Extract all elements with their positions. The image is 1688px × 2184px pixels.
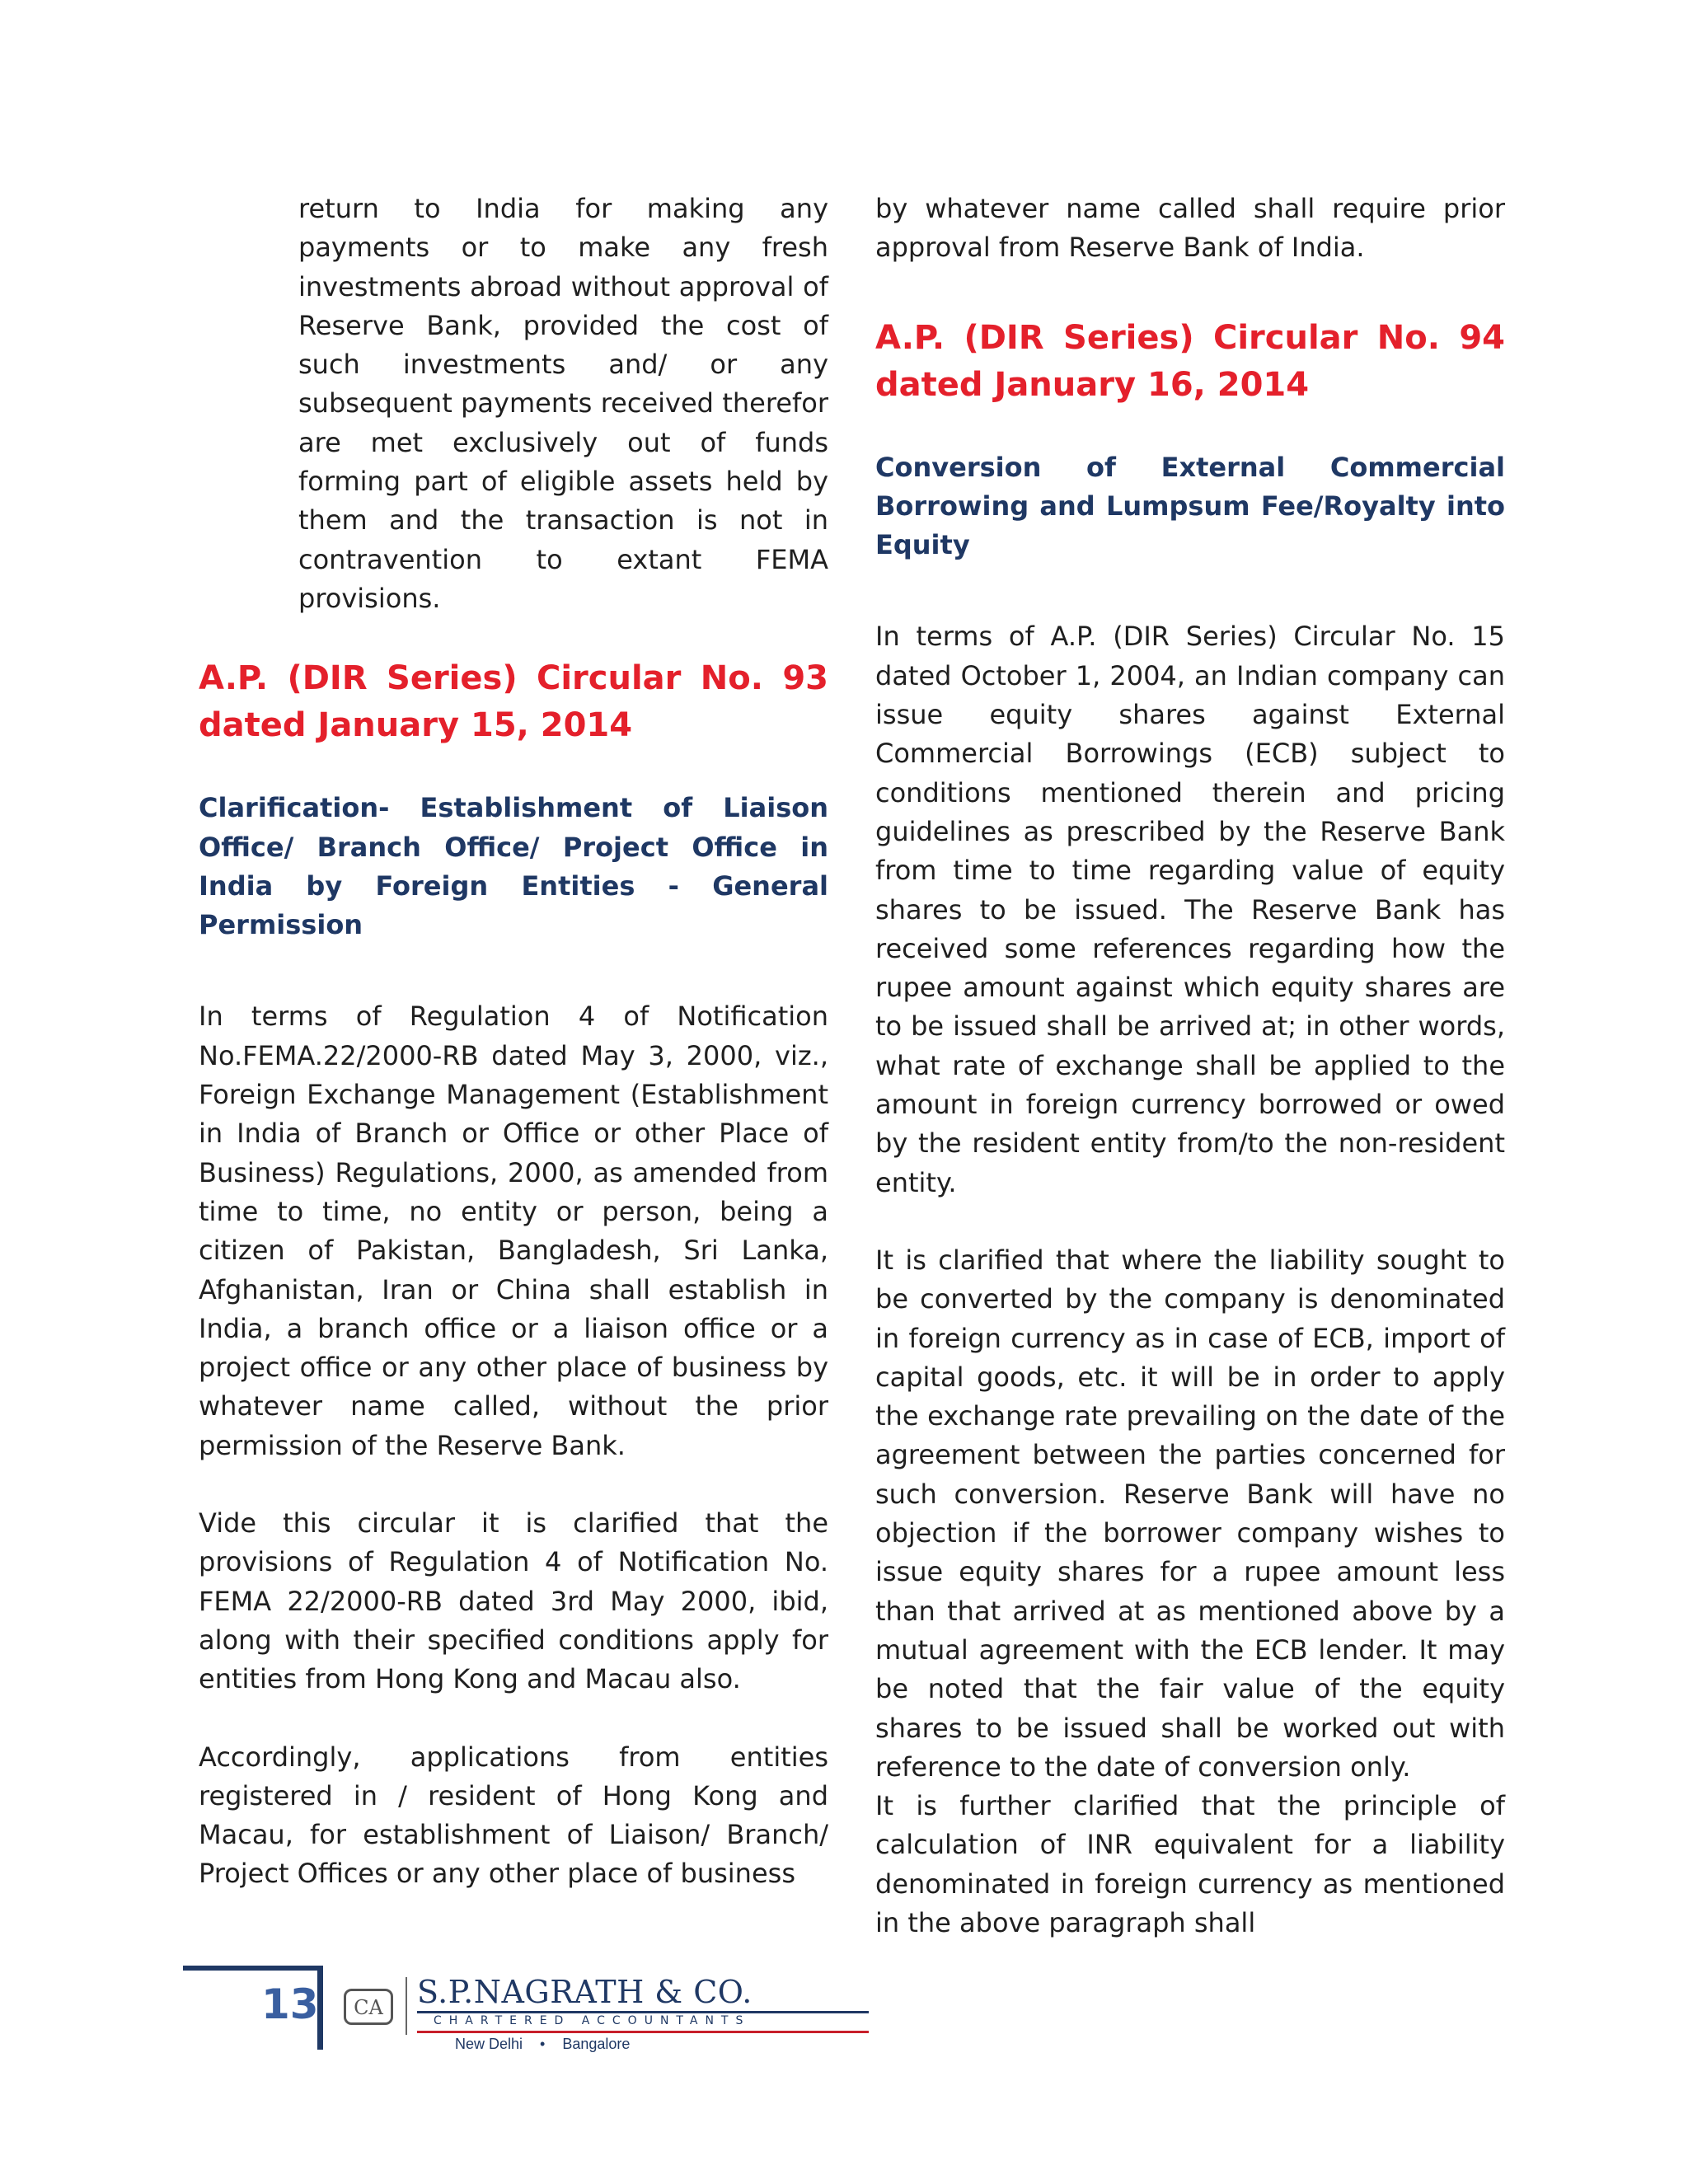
right-paragraph-0: by whatever name called shall require prior approval from Reserve Bank of India. <box>875 193 1505 264</box>
footer-rule <box>183 1966 319 1971</box>
firm-rule <box>417 2011 869 2013</box>
ca-logo-icon <box>344 1989 393 2025</box>
right-paragraph-2: It is clarified that where the liability sought to be converted by the company is denominated in foreign currency as in case of ECB, import of capital goods, etc. it will be in order to apply the exchange rate prevailing on the date of the agreement between the parties concerned for such conversion. Reserve Bank will have no objection if the borrower company wishes to issue equity shares for a rupee amount less than that arrived at as mentioned above by a mutual agreement with the ECB lender. It may be noted that the fair value of the equity shares to be issued shall be worked out with reference to the date of conversion only. <box>875 1244 1505 1783</box>
left-paragraph-1: In terms of Regulation 4 of Notification No.FEMA.22/2000-RB dated May 3, 2000, viz., Foreign Exchange Management (Establishment in India of Branch or Office or other Place of Business) Regulations, 2000, as amended from time to time, no entity or person, being a citizen of Pakistan, Bangladesh, Sri Lanka, Afghanistan, Iran or China shall establish in India, a branch office or a liaison office or a project office or any other place of business by whatever name called, without the prior permission of the Reserve Bank. <box>199 1001 828 1461</box>
city-new-delhi: New Delhi <box>455 2036 523 2052</box>
page-number: 13 <box>261 1980 319 2028</box>
firm-rule-red <box>417 2031 869 2033</box>
logo-divider <box>406 1977 407 2035</box>
circular-93-subheading: Clarification- Establishment of Liaison Office/ Branch Office/ Project Office in India by Foreign Entities - General Permission <box>199 792 828 941</box>
circular-93-heading: A.P. (DIR Series) Circular No. 93 dated January 15, 2014 <box>199 659 828 745</box>
city-bangalore: Bangalore <box>562 2036 631 2052</box>
circular-94-subheading: Conversion of External Commercial Borrowing and Lumpsum Fee/Royalty into Equity <box>875 451 1505 561</box>
left-column <box>199 190 828 1894</box>
page-footer <box>183 1966 753 2056</box>
left-paragraph-2: Vide this circular it is clarified that the provisions of Regulation 4 of Notification No. FEMA 22/2000-RB dated 3rd May 2000, ibid, along with their specified conditions apply for entities from Hong Kong and Macau also. <box>199 1507 828 1695</box>
right-column <box>875 190 1505 1943</box>
circular-94-heading: A.P. (DIR Series) Circular No. 94 dated January 16, 2014 <box>875 318 1505 404</box>
right-paragraph-3: It is further clarified that the principle of calculation of INR equivalent for a liability denominated in foreign currency as mentioned in the above paragraph shall <box>875 1790 1505 1938</box>
intro-continuation: return to India for making any payments or to make any fresh investments abroad without approval of Reserve Bank, provided the cost of such investments and/ or any subsequent payments received therefor are met exclusively out of funds forming part of eligible assets held by them and the transaction is not in contravention to extant FEMA provisions. <box>298 193 828 614</box>
firm-tagline: CHARTERED ACCOUNTANTS <box>434 2014 751 2027</box>
firm-name: S.P.NAGRATH & CO. <box>417 1974 753 2010</box>
ca-logo-text: CA <box>354 1996 383 2019</box>
firm-cities <box>455 2036 630 2053</box>
city-separator: • <box>540 2036 546 2052</box>
left-paragraph-3: Accordingly, applications from entities registered in / resident of Hong Kong and Macau, for establishment of Liaison/ Branch/ Project Offices or any other place of business <box>199 1741 828 1890</box>
right-paragraph-1: In terms of A.P. (DIR Series) Circular No. 15 dated October 1, 2004, an Indian company can issue equity shares against External Commercial Borrowings (ECB) subject to conditions mentioned therein and pricing guidelines as prescribed by the Reserve Bank from time to time regarding value of equity shares to be issued. The Reserve Bank has received some references regarding how the rupee amount against which equity shares are to be issued shall be arrived at; in other words, what rate of exchange shall be applied to the amount in foreign currency borrowed or owed by the resident entity from/to the non-resident entity. <box>875 621 1505 1198</box>
